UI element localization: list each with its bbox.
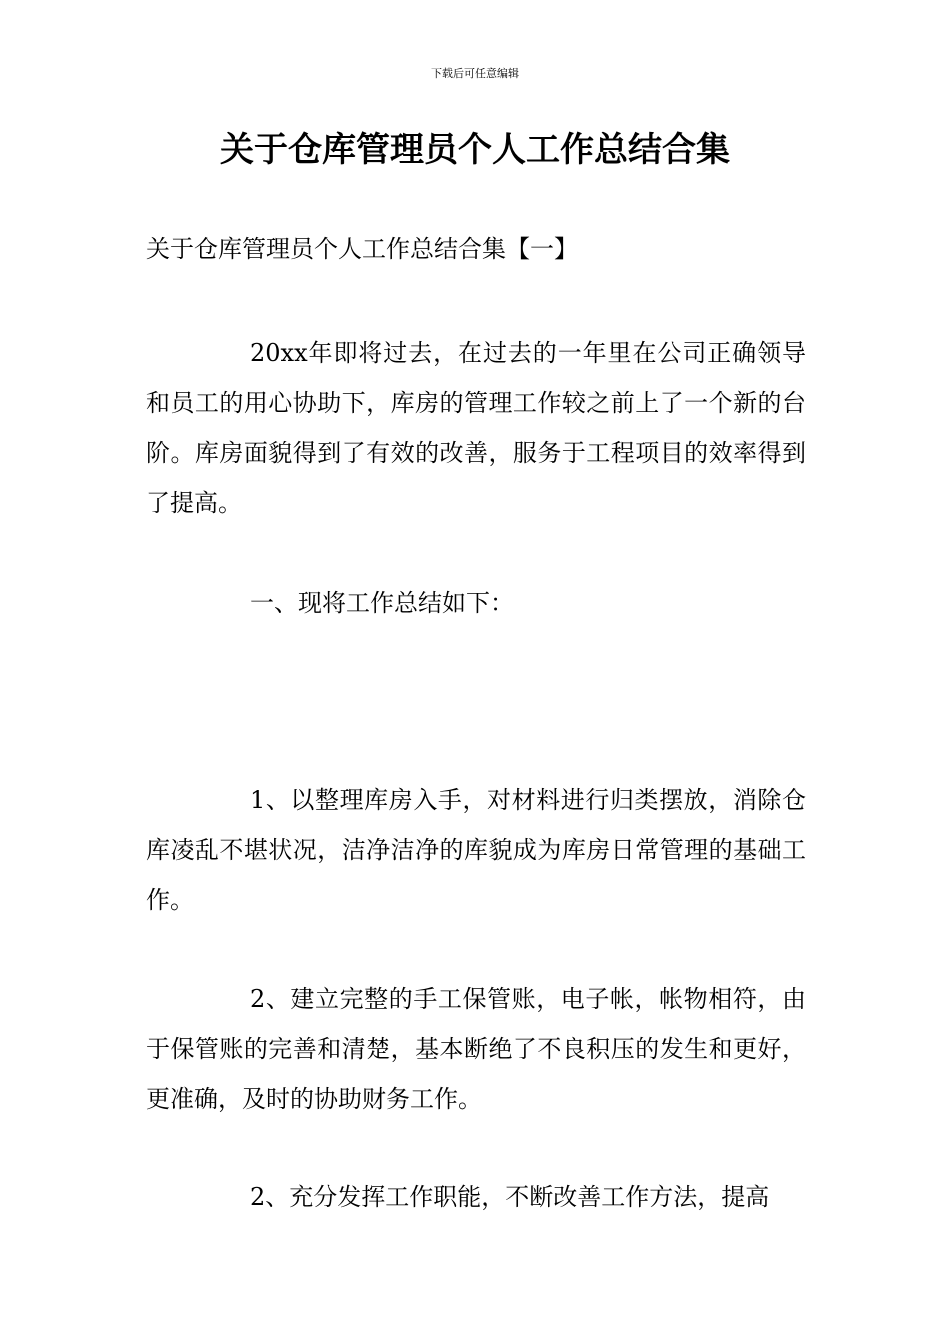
paragraph-item-3: 2、充分发挥工作职能，不断改善工作方法，提高 <box>250 1183 770 1211</box>
paragraph-item-2: 2、建立完整的手工保管账，电子帐，帐物相符，由于保管账的完善和清楚，基本断绝了不良积压的发生和更好，更准确，及时的协助财务工作。 <box>146 985 806 1113</box>
document-title: 关于仓库管理员个人工作总结合集 <box>220 130 730 170</box>
paragraph-item-1: 1、以整理库房入手，对材料进行归类摆放，消除仓库凌乱不堪状况，洁净洁净的库貌成为库房日常管理的基础工作。 <box>146 786 806 914</box>
paragraph-summary-heading: 一、现将工作总结如下： <box>250 589 514 617</box>
paragraph-intro: 20xx年即将过去，在过去的一年里在公司正确领导和员工的用心协助下，库房的管理工作较之前上了一个新的台阶。库房面貌得到了有效的改善，服务于工程项目的效率得到了提高。 <box>146 339 806 517</box>
page-header-note: 下载后可任意编辑 <box>431 67 519 80</box>
section-heading: 关于仓库管理员个人工作总结合集【一】 <box>146 235 578 263</box>
